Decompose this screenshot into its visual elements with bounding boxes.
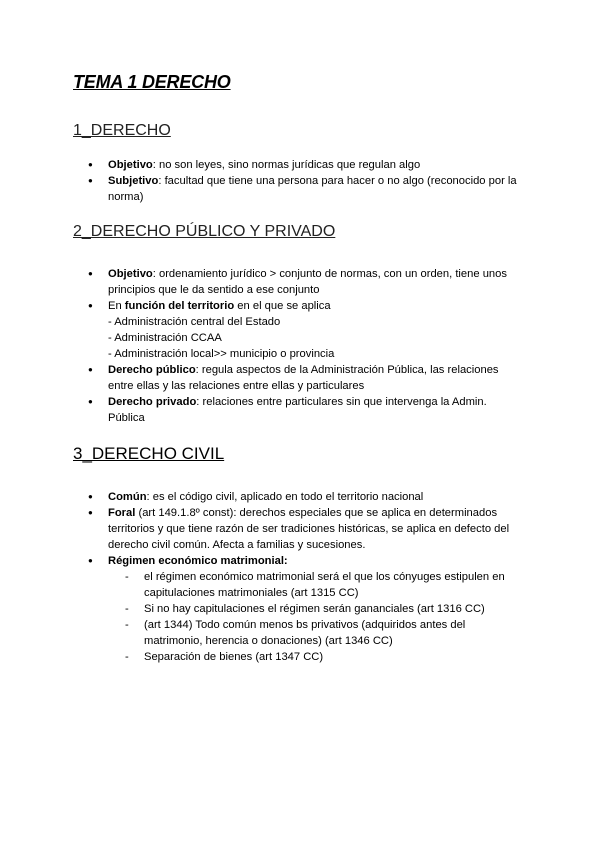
list-item-regimen	[0, 553, 520, 665]
list-item-comun	[0, 489, 520, 505]
term: Objetivo	[108, 159, 153, 171]
term: Derecho público	[108, 364, 196, 376]
list-item-derecho-publico	[0, 362, 520, 394]
term: Foral	[108, 507, 136, 519]
definition: : relaciones entre particulares sin que intervenga la Admin. Pública	[108, 396, 487, 424]
definition: : regula aspectos de la Administración Pública, las relaciones entre ellas y las relaciones entre ellas y particulares	[108, 364, 499, 392]
section-3-list	[0, 489, 520, 665]
term: Subjetivo	[108, 175, 159, 187]
admin-line: - Administración CCAA	[108, 332, 222, 344]
section-heading-derecho-civil: 3_DERECHO CIVIL	[73, 444, 225, 463]
section-2-list	[0, 266, 520, 426]
sub-list-item: - Si no hay capitulaciones el régimen serán gananciales (art 1316 CC)	[108, 601, 520, 617]
term: Derecho privado	[108, 396, 197, 408]
list-item-subjetivo	[0, 173, 520, 205]
section-heading-publico-privado: 2_DERECHO PÚBLICO Y PRIVADO	[73, 223, 336, 240]
sub-list-item: - (art 1344) Todo común menos bs privativos (adquiridos antes del matrimonio, herencia o donaciones) (art 1346 CC)	[108, 617, 520, 649]
term: función del territorio	[124, 300, 235, 312]
definition: : no son leyes, sino normas jurídicas que regulan algo	[152, 159, 421, 171]
section-heading-derecho: 1_DERECHO	[73, 122, 171, 139]
prefix: En	[108, 300, 125, 312]
term: Objetivo	[108, 268, 153, 280]
sub-list-item: - el régimen económico matrimonial será el que los cónyuges estipulen en capitulaciones matrimoniales (art 1315 CC)	[108, 569, 520, 601]
list-item-foral	[0, 505, 520, 553]
admin-line: - Administración central del Estado	[108, 316, 281, 328]
list-item-derecho-privado	[0, 394, 520, 426]
definition: : es el código civil, aplicado en todo el territorio nacional	[146, 491, 424, 503]
definition: : facultad que tiene una persona para hacer o no algo (reconocido por la norma)	[108, 175, 517, 203]
list-item-objetivo	[0, 266, 520, 298]
document-title: TEMA 1 DERECHO	[73, 72, 231, 92]
definition: : ordenamiento jurídico > conjunto de normas, con un orden, tiene unos principios que le da sentido a ese conjunto	[108, 268, 507, 296]
section-1-list	[0, 157, 520, 205]
definition: en el que se aplica	[234, 300, 331, 312]
definition: (art 149.1.8º const): derechos especiales que se aplica en determinados territorios y que tiene razón de ser tradiciones históricas, se aplica en defecto del derecho civil común. Afecta a familias y sucesiones.	[108, 507, 510, 551]
term: Común	[108, 491, 147, 503]
sub-list-item: - Separación de bienes (art 1347 CC)	[108, 649, 520, 665]
list-item-objetivo	[0, 157, 520, 173]
list-item-territorio	[0, 298, 520, 362]
regimen-sublist	[108, 569, 520, 665]
admin-line: - Administración local>> municipio o provincia	[108, 348, 335, 360]
term: Régimen económico matrimonial:	[108, 555, 288, 567]
